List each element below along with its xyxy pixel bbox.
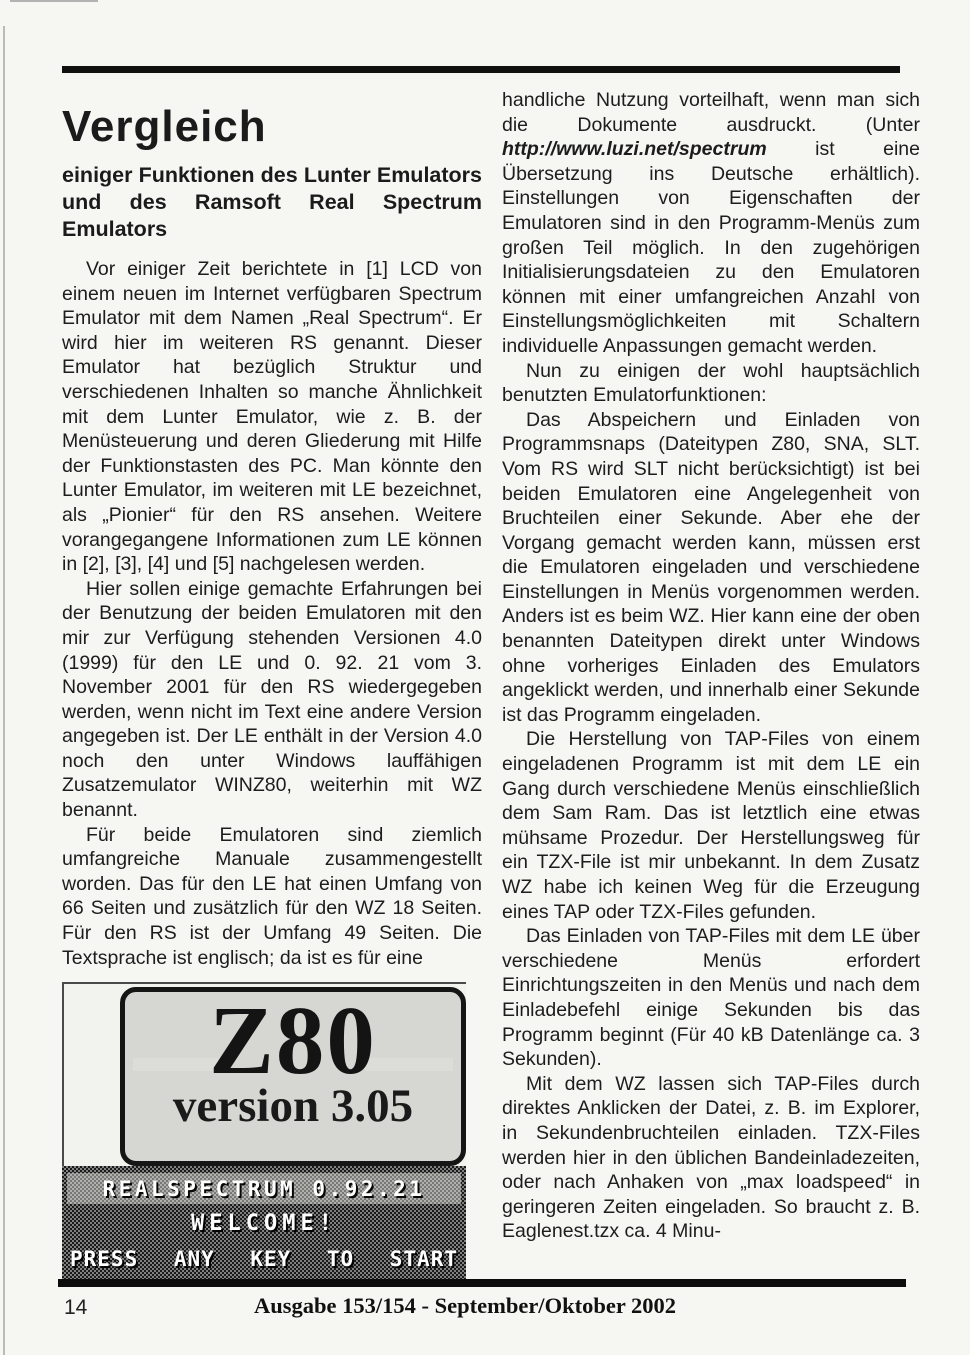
z80-splash-screen: [62, 982, 466, 1166]
welcome-line: WELCOME!: [191, 1211, 337, 1237]
z80-version-label: version 3.05: [172, 1080, 414, 1133]
paragraph: Das Abspeichern und Einladen von Programmsnaps (Dateitypen Z80, SNA, SLT. Vom RS wird SLT nicht berücksichtigt) ist bei beiden Emulatoren eine Angelegenheit von Bruchteilen einer Sekunde. Aber ehe der Vorgang gemacht werden kann, müssen erst die Emulatoren eingeladen und verschiedene Einstellungen in Menüs vorgenommen werden. Anders ist es beim WZ. Hier kann eine der oben benannten Dateitypen direkt unter Windows ohne vorheriges Einladen des Emulators angeklickt werden, und innerhalb einer Sekunde ist das Programm eingeladen.: [502, 408, 920, 726]
subtitle-line-1: einiger Funktionen des Lunter Emulators: [62, 163, 482, 187]
z80-splash-frame: [120, 987, 466, 1166]
top-rule: [62, 66, 900, 73]
paragraph: Mit dem WZ lassen sich TAP-Files durch direktes Anklicken der Datei, z. B. im Explorer, in Sekundenbruchteilen einladen. TZX-Files werden hier in den üblichen Bandeinladezeiten, oder nach Anhaken von „max loadspeed“ in geringeren Zeiten eingeladen. So braucht z. B. Eaglenest.tzx ca. 4 Minu-: [502, 1072, 920, 1243]
issue-caption: Ausgabe 153/154 - September/Oktober 2002: [253, 1293, 677, 1318]
scan-artifact-top-streak: [10, 0, 98, 2]
realspectrum-version-line: REALSPECTRUM 0.92.21: [67, 1173, 461, 1204]
article-body: [62, 88, 920, 1282]
left-column-text: [62, 257, 482, 970]
bottom-rule: [58, 1279, 906, 1287]
paragraph-text: ist eine Übersetzung ins Deutsche erhältlich). Einstellungen von Eigenschaften der Emulatoren sind in den Programm-Menüs zum großen Teil möglich. In den zugehörigen Initialisierungsdateien zu den Emulatoren können mit einer umfangreichen Anzahl von Einstellungsmöglichkeiten mit Schaltern individuelle Anpassungen gemacht werden.: [502, 138, 920, 357]
left-column: [62, 88, 482, 1282]
scan-artifact-left-edge: [3, 26, 5, 1355]
url-emphasis: http://www.luzi.net/spectrum: [502, 138, 767, 161]
paragraph: Die Herstellung von TAP-Files von einem eingeladenen Programm ist mit dem LE ein Gang durch verschiedene Menüs einschließlich dem Sam Ram. Das ist letztlich eine etwas mühsame Prozedur. Der Herstellungsweg für ein TZX-File ist mir unbekannt. In dem Zusatz WZ habe ich keinen Weg für die Erzeugung eines TAP oder TZX-Files gefunden.: [502, 728, 920, 923]
paragraph: Nun zu einigen der wohl hauptsächlich benutzten Emulatorfunktionen:: [502, 359, 920, 407]
article-title: Vergleich: [62, 102, 267, 151]
paragraph-continuation: [502, 88, 920, 359]
right-column: [502, 88, 920, 1282]
paragraph-text: handliche Nutzung vorteilhaft, wenn man sich die Dokumente ausdruckt. (Unter: [502, 89, 920, 136]
z80-logo: Z80: [209, 987, 377, 1095]
emulator-screenshot-figure: [62, 982, 466, 1282]
paragraph: Das Einladen von TAP-Files mit dem LE über verschiedene Menüs erfordert Einrichtungszeiten in den Menüs und nach dem Einladebefehl einige Sekunden bis das Programm beginnt (Für 40 kB Datenlänge ca. 3 Sekunden).: [502, 925, 920, 1071]
subtitle-line-2: und des Ramsoft Real Spectrum Emulators: [62, 190, 482, 241]
paragraph: Für beide Emulatoren sind ziemlich umfangreiche Manuale zusammengestellt worden. Das für den LE hat einen Umfang von 66 Seiten und zusätzlich für den WZ 18 Seiten. Für den RS ist der Umfang 49 Seiten. Die Textsprache ist englisch; da ist es für eine: [62, 823, 482, 969]
article-subtitle: [62, 162, 482, 243]
paragraph: Vor einiger Zeit berichtete in [1] LCD von einem neuen im Internet verfügbaren Spectrum Emulator mit dem Namen „Real Spectrum“. Er wird hier im weiteren RS genannt. Dieser Emulator hat bezüglich Struktur und verschiedenen Inhalten so manche Ähnlichkeit mit dem Lunter Emulator, wie z. B. der Menüsteuerung und deren Gliederung mit Hilfe der Funktionstasten des PC. Man könnte den Lunter Emulator, im weiteren mit LE bezeichnet, als „Pionier“ für den RS ansehen. Weitere vorangegangene Informationen zum LE können in [2], [3], [4] und [5] nachgelesen werden.: [62, 258, 482, 576]
paragraph: Hier sollen einige gemachte Erfahrungen bei der Benutzung der beiden Emulatoren mit den mir zur Verfügung stehenden Versionen 4.0 (1999) für den LE und 0. 92. 21 vom 3. November 2001 für den RS wiedergegeben werden, wenn nicht im Text eine andere Version angegeben ist. Der LE enthält in der Version 4.0 noch den unter Windows lauffähigen Zusatzemulator WINZ80, weiterhin mit WZ benannt.: [62, 577, 482, 822]
page-number: 14: [64, 1296, 88, 1319]
realspectrum-status-band: [62, 1166, 466, 1282]
press-any-key-line: PRESS ANY KEY TO START: [70, 1247, 458, 1272]
